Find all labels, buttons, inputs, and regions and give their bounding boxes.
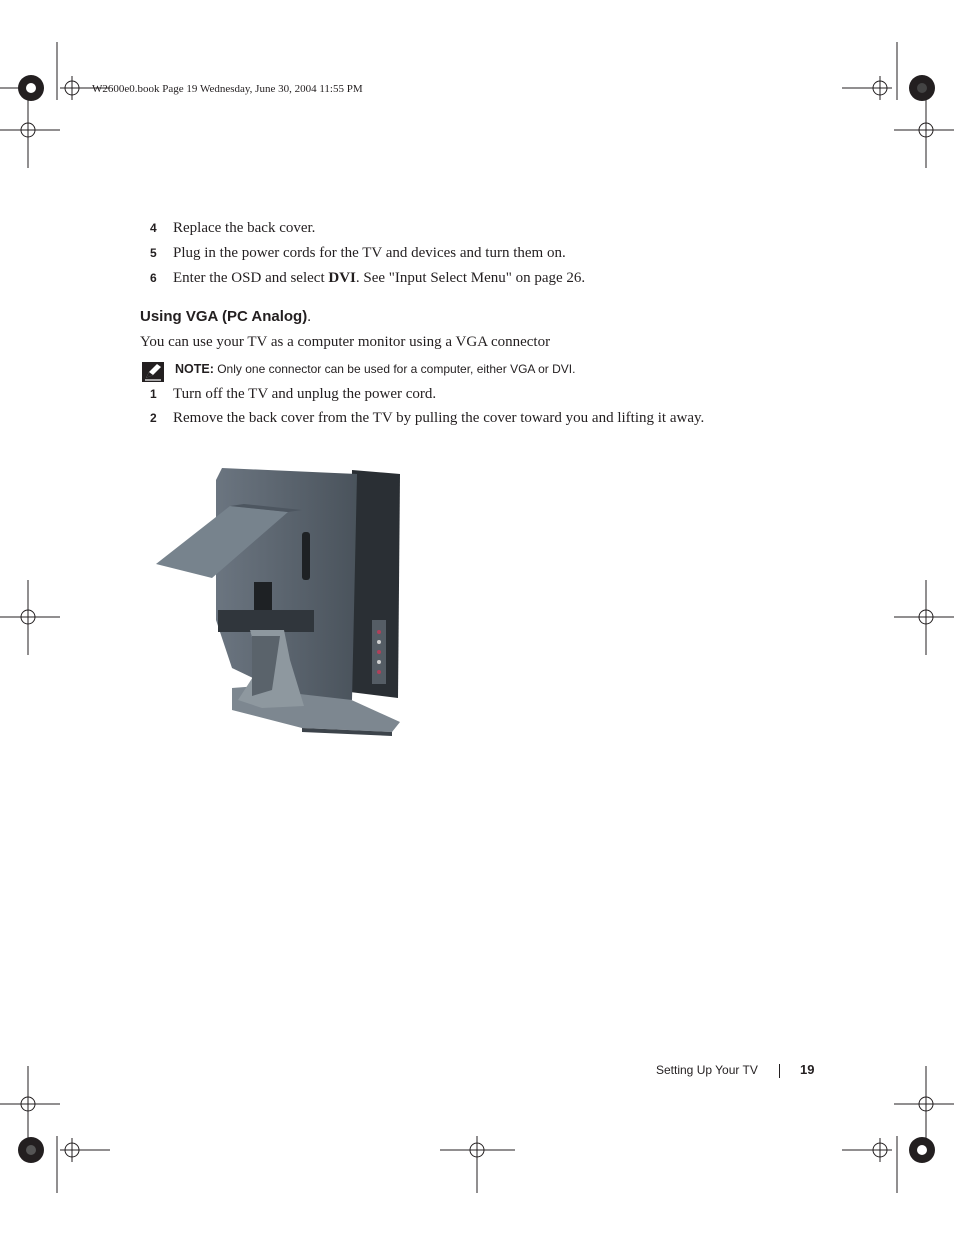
- step-number: 4: [150, 221, 157, 235]
- step-text: Plug in the power cords for the TV and devices and turn them on.: [173, 245, 566, 261]
- step-2: [150, 410, 704, 427]
- step-text: Turn off the TV and unplug the power cord.: [173, 386, 437, 402]
- note-text: Only one connector can be used for a computer, either VGA or DVI.: [213, 362, 576, 376]
- footer-section-title: Setting Up Your TV: [656, 1063, 758, 1077]
- step-5: [150, 245, 566, 262]
- tv-back-cover-illustration: [152, 460, 412, 740]
- step-4: [150, 220, 315, 237]
- step-1: [150, 386, 436, 403]
- step-text: Remove the back cover from the TV by pulling the cover toward you and lifting it away.: [173, 410, 705, 426]
- pencil-note-icon: [142, 362, 164, 382]
- footer-separator: [779, 1064, 780, 1078]
- step-text-bold: DVI: [328, 270, 356, 286]
- step-text-before: Enter the OSD and select: [173, 270, 329, 286]
- section-heading-line: [140, 308, 311, 326]
- page-number: 19: [800, 1062, 815, 1077]
- step-number: 5: [150, 246, 157, 260]
- book-info-header: W2600e0.book Page 19 Wednesday, June 30, 2004 11:55 PM: [92, 83, 363, 95]
- step-number: 1: [150, 387, 157, 401]
- section-intro: You can use your TV as a computer monitor using a VGA connector: [140, 334, 551, 350]
- section-heading-suffix: .: [307, 309, 311, 325]
- section-heading: Using VGA (PC Analog): [140, 308, 308, 325]
- note-label: NOTE:: [175, 362, 214, 376]
- step-text-after: . See "Input Select Menu" on page 26.: [355, 270, 586, 286]
- step-number: 6: [150, 271, 157, 285]
- note: [175, 362, 575, 376]
- step-6: [150, 270, 585, 287]
- step-number: 2: [150, 411, 157, 425]
- step-text: Replace the back cover.: [173, 220, 316, 236]
